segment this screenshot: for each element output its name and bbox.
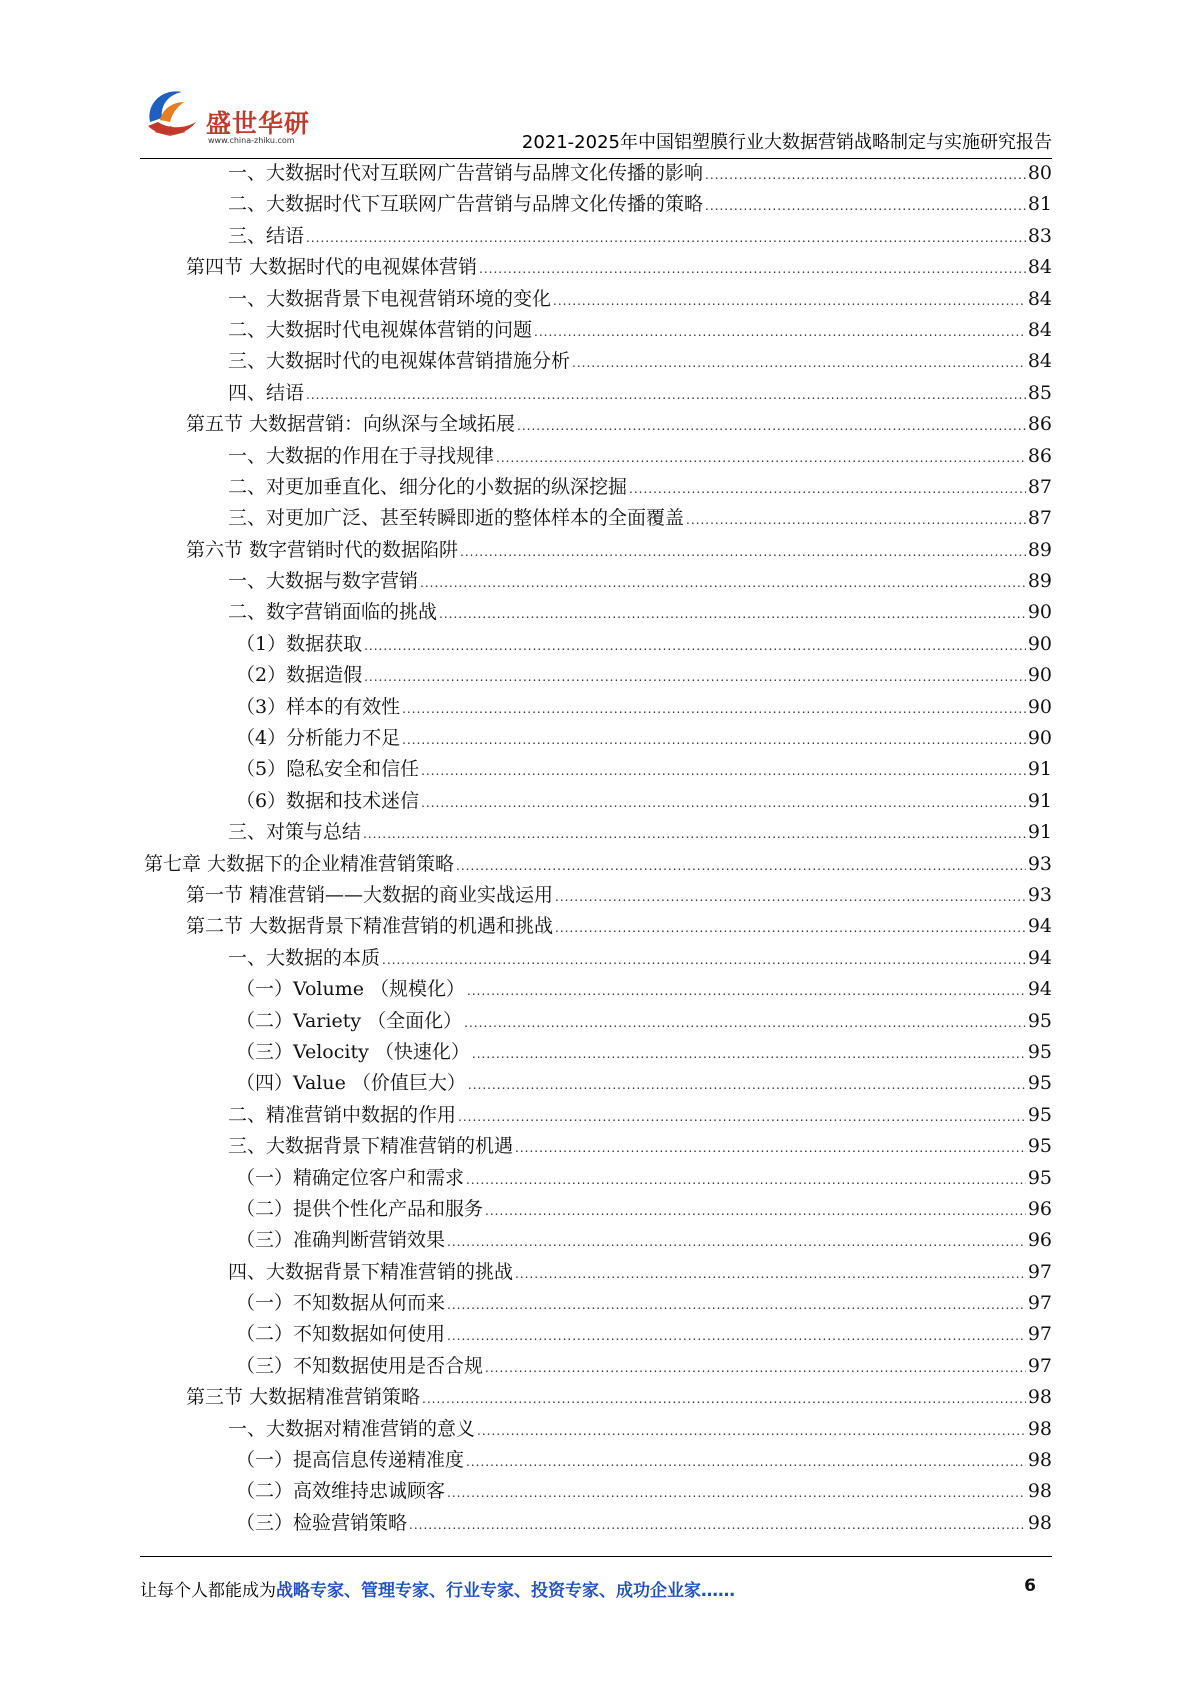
toc-leader-dots bbox=[555, 882, 1026, 913]
toc-entry-page: 90 bbox=[1027, 632, 1052, 655]
toc-leader-dots bbox=[364, 631, 1026, 662]
toc-entry-label: （1）数据获取 bbox=[236, 632, 363, 655]
toc-entry-label: 第一节 精准营销——大数据的商业实战运用 bbox=[186, 883, 554, 906]
toc-entry-page: 97 bbox=[1027, 1260, 1052, 1283]
toc-entry-label: （二）高效维持忠诚顾客 bbox=[236, 1480, 446, 1503]
toc-leader-dots bbox=[447, 1227, 1026, 1258]
logo-emblem-icon bbox=[140, 82, 202, 144]
toc-entry-label: （4）分析能力不足 bbox=[236, 727, 401, 750]
toc-leader-dots bbox=[553, 286, 1026, 317]
toc-leader-dots bbox=[421, 756, 1026, 787]
toc-entry[interactable] bbox=[140, 1068, 1052, 1099]
toc-entry[interactable] bbox=[140, 535, 1052, 566]
toc-entry[interactable] bbox=[140, 1414, 1052, 1445]
toc-entry[interactable] bbox=[140, 943, 1052, 974]
toc-entry-label: （二）Variety （全面化） bbox=[236, 1009, 463, 1032]
toc-entry-page: 90 bbox=[1027, 695, 1052, 718]
toc-entry-label: 三、结语 bbox=[228, 224, 305, 247]
toc-leader-dots bbox=[705, 191, 1026, 222]
toc-entry-page: 98 bbox=[1027, 1511, 1052, 1534]
toc-entry[interactable] bbox=[140, 1037, 1052, 1068]
toc-entry-page: 87 bbox=[1027, 507, 1052, 530]
toc-entry[interactable] bbox=[140, 441, 1052, 472]
toc-leader-dots bbox=[485, 1196, 1026, 1227]
toc-entry-page: 96 bbox=[1027, 1197, 1052, 1220]
toc-entry[interactable] bbox=[140, 1288, 1052, 1319]
toc-entry-page: 91 bbox=[1027, 821, 1052, 844]
toc-entry[interactable] bbox=[140, 503, 1052, 534]
toc-entry-page: 84 bbox=[1027, 287, 1052, 310]
toc-entry[interactable] bbox=[140, 252, 1052, 283]
toc-entry-page: 84 bbox=[1027, 318, 1052, 341]
toc-entry-page: 90 bbox=[1027, 601, 1052, 624]
toc-entry[interactable] bbox=[140, 597, 1052, 628]
toc-leader-dots bbox=[534, 317, 1026, 348]
toc-leader-dots bbox=[409, 1510, 1026, 1541]
toc-leader-dots bbox=[306, 380, 1026, 411]
toc-entry[interactable] bbox=[140, 1225, 1052, 1256]
toc-leader-dots bbox=[479, 254, 1026, 285]
toc-leader-dots bbox=[477, 1416, 1026, 1447]
toc-leader-dots bbox=[306, 223, 1026, 254]
toc-entry-label: 二、大数据时代电视媒体营销的问题 bbox=[228, 318, 533, 341]
toc-entry[interactable] bbox=[140, 974, 1052, 1005]
toc-entry[interactable] bbox=[140, 1351, 1052, 1382]
toc-leader-dots bbox=[464, 1008, 1026, 1039]
toc-entry[interactable] bbox=[140, 1131, 1052, 1162]
toc-entry-label: （6）数据和技术迷信 bbox=[236, 789, 420, 812]
toc-entry[interactable] bbox=[140, 849, 1052, 880]
toc-entry[interactable] bbox=[140, 378, 1052, 409]
toc-entry-label: 二、大数据时代下互联网广告营销与品牌文化传播的策略 bbox=[228, 193, 704, 216]
toc-entry-page: 93 bbox=[1027, 852, 1052, 875]
toc-entry-label: 第七章 大数据下的企业精准营销策略 bbox=[144, 852, 455, 875]
footer-slogan bbox=[140, 1576, 735, 1601]
toc-leader-dots bbox=[422, 1384, 1026, 1415]
toc-entry-label: （一）不知数据从何而来 bbox=[236, 1292, 446, 1315]
toc-leader-dots bbox=[517, 411, 1026, 442]
page-footer bbox=[140, 1576, 1052, 1602]
toc-entry-label: 一、大数据背景下电视营销环境的变化 bbox=[228, 287, 552, 310]
toc-entry[interactable] bbox=[140, 754, 1052, 785]
toc-entry[interactable] bbox=[140, 692, 1052, 723]
toc-leader-dots bbox=[402, 694, 1026, 725]
toc-leader-dots bbox=[466, 1165, 1026, 1196]
logo-name: 盛世华研 bbox=[206, 109, 311, 138]
toc-entry-label: （三）Velocity （快速化） bbox=[236, 1040, 470, 1063]
toc-entry[interactable] bbox=[140, 1257, 1052, 1288]
toc-entry[interactable] bbox=[140, 1006, 1052, 1037]
toc-entry-page: 86 bbox=[1027, 413, 1052, 436]
toc-entry-label: （一）Volume （规模化） bbox=[236, 978, 466, 1001]
toc-entry[interactable] bbox=[140, 1445, 1052, 1476]
toc-entry-page: 95 bbox=[1027, 1166, 1052, 1189]
toc-entry-page: 98 bbox=[1027, 1417, 1052, 1440]
toc-entry-label: 一、大数据的本质 bbox=[228, 946, 381, 969]
toc-entry-page: 95 bbox=[1027, 1103, 1052, 1126]
toc-entry-label: （二）提供个性化产品和服务 bbox=[236, 1197, 484, 1220]
toc-entry[interactable] bbox=[140, 189, 1052, 220]
toc-leader-dots bbox=[420, 568, 1026, 599]
toc-entry-label: （一）提高信息传递精准度 bbox=[236, 1449, 465, 1472]
toc-leader-dots bbox=[485, 1353, 1026, 1384]
toc-entry-label: （一）精确定位客户和需求 bbox=[236, 1166, 465, 1189]
toc-entry-label: 三、对更加广泛、甚至转瞬即逝的整体样本的全面覆盖 bbox=[228, 507, 685, 530]
toc-leader-dots bbox=[515, 1259, 1026, 1290]
toc-entry-label: （3）样本的有效性 bbox=[236, 695, 401, 718]
toc-leader-dots bbox=[629, 474, 1026, 505]
toc-leader-dots bbox=[364, 662, 1026, 693]
toc-leader-dots bbox=[466, 1447, 1026, 1478]
toc-entry[interactable] bbox=[140, 566, 1052, 597]
toc-entry-label: 一、大数据时代对互联网广告营销与品牌文化传播的影响 bbox=[228, 162, 704, 184]
toc-leader-dots bbox=[496, 443, 1026, 474]
toc-entry-page: 83 bbox=[1027, 224, 1052, 247]
toc-entry-page: 98 bbox=[1027, 1480, 1052, 1503]
page-number: 6 bbox=[1024, 1576, 1036, 1596]
toc-entry-label: 第六节 数字营销时代的数据陷阱 bbox=[186, 538, 459, 561]
toc-leader-dots bbox=[447, 1290, 1026, 1321]
toc-entry[interactable] bbox=[140, 1382, 1052, 1413]
toc-entry[interactable] bbox=[140, 1476, 1052, 1507]
toc-leader-dots bbox=[402, 725, 1026, 756]
toc-leader-dots bbox=[363, 819, 1026, 850]
toc-entry[interactable] bbox=[140, 346, 1052, 377]
toc-entry-page: 97 bbox=[1027, 1323, 1052, 1346]
toc-entry-label: （四）Value （价值巨大） bbox=[236, 1072, 466, 1095]
toc-entry-label: 第三节 大数据精准营销策略 bbox=[186, 1386, 421, 1409]
toc-entry-label: 三、大数据背景下精准营销的机遇 bbox=[228, 1135, 514, 1158]
toc-entry-page: 93 bbox=[1027, 883, 1052, 906]
toc-leader-dots bbox=[555, 913, 1026, 944]
toc-entry-label: （三）不知数据使用是否合规 bbox=[236, 1354, 484, 1377]
toc-entry-page: 95 bbox=[1027, 1135, 1052, 1158]
toc-entry-page: 95 bbox=[1027, 1040, 1052, 1063]
toc-leader-dots bbox=[439, 599, 1026, 630]
toc-entry-page: 97 bbox=[1027, 1292, 1052, 1315]
toc-entry-label: 二、对更加垂直化、细分化的小数据的纵深挖掘 bbox=[228, 475, 628, 498]
toc-entry-label: （三）检验营销策略 bbox=[236, 1511, 408, 1534]
toc-entry[interactable] bbox=[140, 221, 1052, 252]
toc-entry-page: 97 bbox=[1027, 1354, 1052, 1377]
toc-leader-dots bbox=[447, 1478, 1026, 1509]
toc-entry-page: 95 bbox=[1027, 1009, 1052, 1032]
toc-entry-label: 一、大数据对精准营销的意义 bbox=[228, 1417, 476, 1440]
toc-entry-page: 86 bbox=[1027, 444, 1052, 467]
toc-entry[interactable] bbox=[140, 1194, 1052, 1225]
toc-entry-label: 二、精准营销中数据的作用 bbox=[228, 1103, 457, 1126]
toc-entry[interactable] bbox=[140, 315, 1052, 346]
toc-entry-page: 94 bbox=[1027, 915, 1052, 938]
toc-entry-label: 二、数字营销面临的挑战 bbox=[228, 601, 438, 624]
toc-entry-label: 一、大数据的作用在于寻找规律 bbox=[228, 444, 495, 467]
toc-leader-dots bbox=[467, 976, 1026, 1007]
toc-entry-page: 90 bbox=[1027, 664, 1052, 687]
toc-entry-label: （二）不知数据如何使用 bbox=[236, 1323, 446, 1346]
toc-entry[interactable] bbox=[140, 1508, 1052, 1539]
toc-entry-page: 89 bbox=[1027, 538, 1052, 561]
toc-entry-label: 三、对策与总结 bbox=[228, 821, 362, 844]
slogan-prefix: 让每个人都能成为 bbox=[140, 1581, 276, 1601]
toc-leader-dots bbox=[421, 788, 1026, 819]
toc-entry[interactable] bbox=[140, 660, 1052, 691]
toc-leader-dots bbox=[472, 1039, 1026, 1070]
table-of-contents bbox=[140, 158, 1052, 1539]
toc-entry[interactable] bbox=[140, 472, 1052, 503]
toc-entry-page: 89 bbox=[1027, 570, 1052, 593]
logo-url: www.china-zhiku.com bbox=[208, 136, 295, 145]
toc-entry-page: 90 bbox=[1027, 727, 1052, 750]
toc-entry[interactable] bbox=[140, 786, 1052, 817]
toc-leader-dots bbox=[705, 160, 1026, 191]
toc-leader-dots bbox=[458, 1102, 1026, 1133]
toc-entry[interactable] bbox=[140, 911, 1052, 942]
toc-entry-page: 80 bbox=[1027, 162, 1052, 184]
toc-entry-page: 91 bbox=[1027, 789, 1052, 812]
toc-entry-label: （三）准确判断营销效果 bbox=[236, 1229, 446, 1252]
toc-leader-dots bbox=[456, 851, 1026, 882]
toc-entry[interactable] bbox=[140, 817, 1052, 848]
toc-entry-label: （5）隐私安全和信任 bbox=[236, 758, 420, 781]
toc-entry-page: 98 bbox=[1027, 1386, 1052, 1409]
toc-entry[interactable] bbox=[140, 284, 1052, 315]
toc-entry-page: 87 bbox=[1027, 475, 1052, 498]
toc-entry[interactable] bbox=[140, 880, 1052, 911]
toc-leader-dots bbox=[447, 1321, 1026, 1352]
toc-entry-label: 四、大数据背景下精准营销的挑战 bbox=[228, 1260, 514, 1283]
toc-entry-page: 84 bbox=[1027, 256, 1052, 279]
toc-entry-page: 95 bbox=[1027, 1072, 1052, 1095]
page-header bbox=[140, 78, 1052, 158]
toc-entry[interactable] bbox=[140, 158, 1052, 189]
company-logo bbox=[140, 78, 310, 148]
slogan-highlight: 战略专家、管理专家、行业专家、投资专家、成功企业家…… bbox=[276, 1581, 735, 1601]
toc-entry[interactable] bbox=[140, 1163, 1052, 1194]
toc-entry-label: 一、大数据与数字营销 bbox=[228, 570, 419, 593]
toc-leader-dots bbox=[460, 537, 1026, 568]
footer-divider bbox=[140, 1556, 1052, 1557]
toc-leader-dots bbox=[515, 1133, 1026, 1164]
toc-entry-page: 94 bbox=[1027, 946, 1052, 969]
toc-entry[interactable] bbox=[140, 1319, 1052, 1350]
toc-entry-label: 三、大数据时代的电视媒体营销措施分析 bbox=[228, 350, 571, 373]
toc-entry-label: 四、结语 bbox=[228, 381, 305, 404]
toc-entry-page: 81 bbox=[1027, 193, 1052, 216]
toc-entry-page: 94 bbox=[1027, 978, 1052, 1001]
toc-entry-label: 第二节 大数据背景下精准营销的机遇和挑战 bbox=[186, 915, 554, 938]
toc-entry-label: 第五节 大数据营销：向纵深与全域拓展 bbox=[186, 413, 516, 436]
toc-entry-page: 98 bbox=[1027, 1449, 1052, 1472]
toc-leader-dots bbox=[382, 945, 1026, 976]
toc-entry-page: 96 bbox=[1027, 1229, 1052, 1252]
toc-entry[interactable] bbox=[140, 409, 1052, 440]
report-title: 2021-2025年中国铝塑膜行业大数据营销战略制定与实施研究报告 bbox=[521, 132, 1052, 153]
toc-entry-label: （2）数据造假 bbox=[236, 664, 363, 687]
toc-leader-dots bbox=[572, 348, 1026, 379]
toc-entry-page: 85 bbox=[1027, 381, 1052, 404]
toc-entry-label: 第四节 大数据时代的电视媒体营销 bbox=[186, 256, 478, 279]
toc-leader-dots bbox=[686, 505, 1026, 536]
toc-leader-dots bbox=[468, 1070, 1026, 1101]
toc-entry-page: 84 bbox=[1027, 350, 1052, 373]
toc-entry-page: 91 bbox=[1027, 758, 1052, 781]
toc-entry[interactable] bbox=[140, 723, 1052, 754]
toc-entry[interactable] bbox=[140, 629, 1052, 660]
toc-entry[interactable] bbox=[140, 1100, 1052, 1131]
